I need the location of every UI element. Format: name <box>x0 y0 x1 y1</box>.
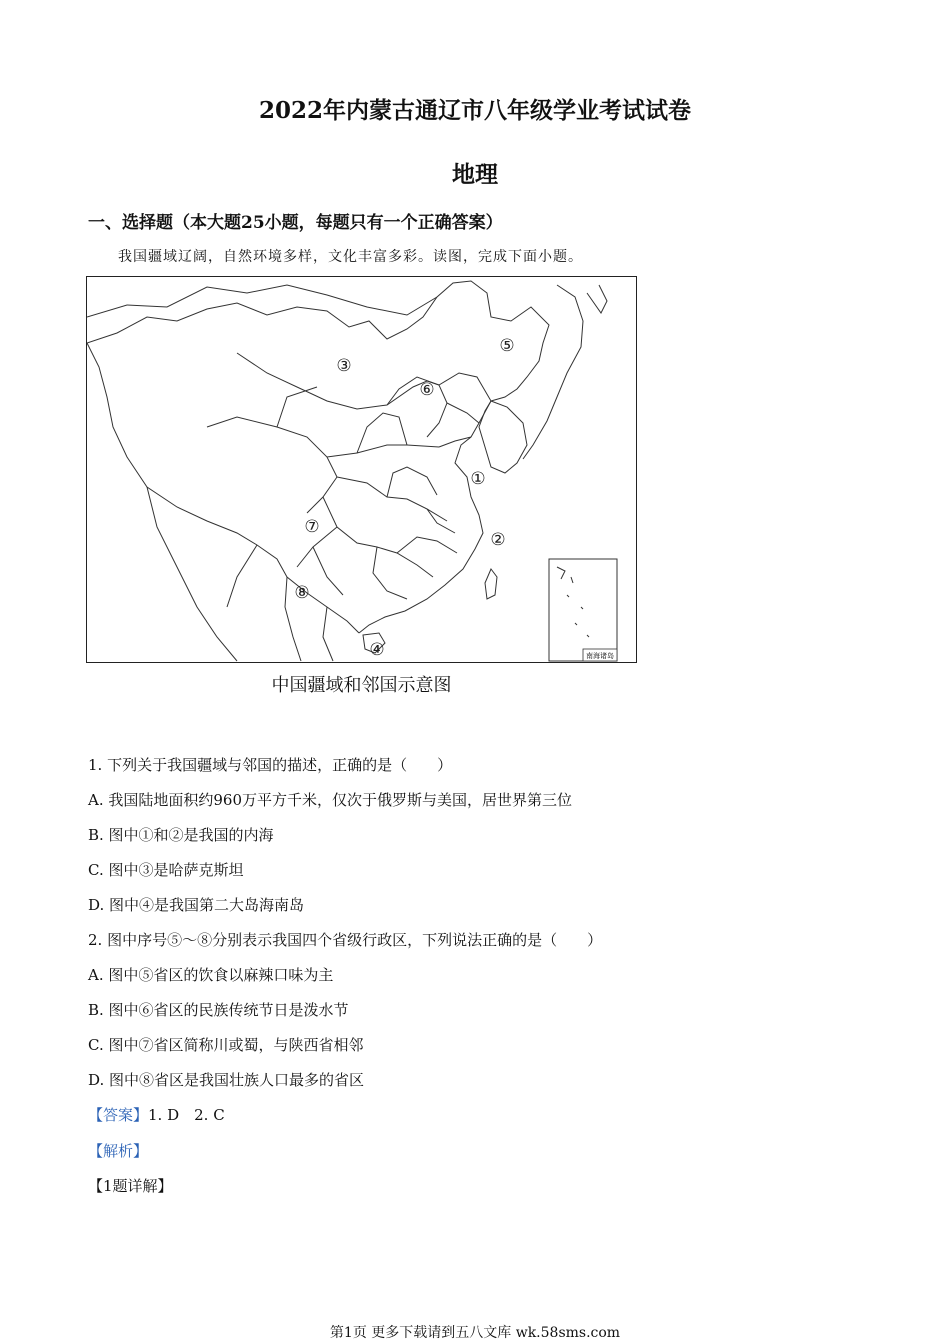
map-provinces <box>207 387 457 599</box>
map-border-west <box>87 343 359 633</box>
map-caption: 中国疆域和邻国示意图 <box>271 675 452 696</box>
south-sea-inset <box>549 559 617 661</box>
question-2-stem: 2. 图中序号⑤～⑧分别表示我国四个省级行政区，下列说法正确的是（ ） <box>88 931 603 949</box>
map-india <box>147 487 257 661</box>
question-1-option-d: D. 图中④是我国第二大岛海南岛 <box>88 896 305 914</box>
question-1-option-b: B. 图中①和②是我国的内海 <box>88 826 274 844</box>
marker-2: ② <box>490 530 506 550</box>
question-2-option-b: B. 图中⑥省区的民族传统节日是泼水节 <box>88 1001 349 1019</box>
map-border-russia <box>87 285 437 317</box>
marker-4: ④ <box>369 640 385 660</box>
map-drawing <box>87 277 636 662</box>
analysis-label: 【解析】 <box>88 1142 149 1160</box>
question-2-option-c: C. 图中⑦省区简称川或蜀，与陕西省相邻 <box>88 1036 364 1054</box>
question-1-option-c: C. 图中③是哈萨克斯坦 <box>88 861 244 879</box>
question-1-stem: 1. 下列关于我国疆域与邻国的描述，正确的是（ ） <box>88 756 453 774</box>
question-2-option-a: A. 图中⑤省区的饮食以麻辣口味为主 <box>88 966 334 984</box>
answer-line <box>88 1104 225 1125</box>
map-shandong <box>407 437 471 447</box>
marker-1: ① <box>470 469 486 489</box>
answer-label: 【答案】 <box>88 1106 149 1124</box>
map-border-north <box>87 281 549 401</box>
map-coast-east <box>359 401 491 633</box>
map-taiwan <box>485 569 497 599</box>
page-footer: 第1页 更多下载请到五八文库 wk.58sms.com <box>329 1325 621 1341</box>
inset-label: 南海诸岛 <box>586 652 614 660</box>
question-1-option-a: A. 我国陆地面积约960万平方千米，仅次于俄罗斯与美国，居世界第三位 <box>88 791 573 809</box>
page-title: 2022年内蒙古通辽市八年级学业考试试卷 <box>258 97 691 124</box>
china-map <box>86 276 637 663</box>
section-heading: 一、选择题（本大题25小题，每题只有一个正确答案） <box>88 213 503 233</box>
map-korea <box>479 401 527 473</box>
marker-3: ③ <box>336 356 352 376</box>
question-2-option-d: D. 图中⑧省区是我国壮族人口最多的省区 <box>88 1071 365 1089</box>
intro-text: 我国疆域辽阔，自然环境多样，文化丰富多彩。读图，完成下面小题。 <box>118 249 583 265</box>
subject-title: 地理 <box>452 161 498 188</box>
marker-8: ⑧ <box>294 583 310 603</box>
answer-text: 1. D 2. C <box>148 1106 225 1124</box>
marker-7: ⑦ <box>304 517 320 537</box>
detail-label: 【1题详解】 <box>88 1177 173 1195</box>
marker-5: ⑤ <box>499 336 515 356</box>
marker-6: ⑥ <box>419 380 435 400</box>
map-provinces-north <box>387 373 491 437</box>
